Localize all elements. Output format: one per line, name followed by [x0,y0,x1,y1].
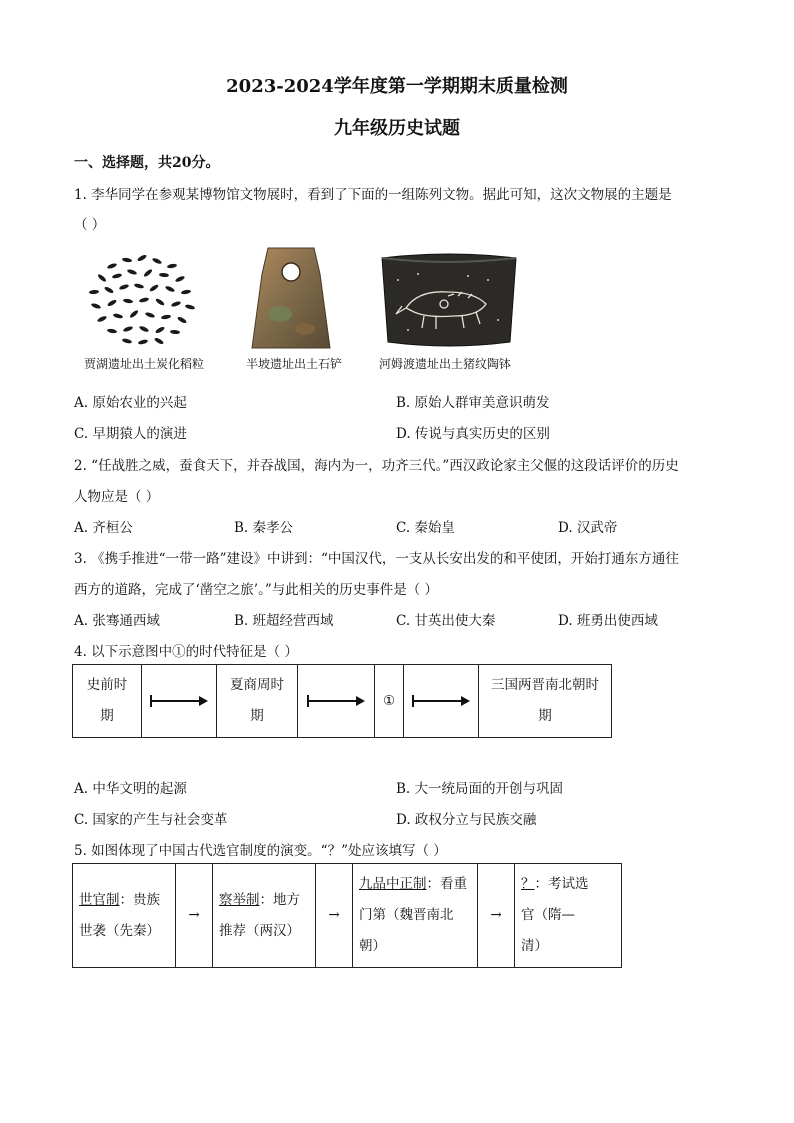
era-box: 三国两晋南北朝时 期 [479,665,612,738]
image-caption: 贾湖遗址出土炭化稻粒 [84,357,205,371]
q3-option-c[interactable]: C. 甘英出使大秦 [396,613,496,629]
arrow-icon: → [316,864,353,968]
q4-option-a[interactable]: A. 中华文明的起源 [74,781,187,797]
q3-option-b[interactable]: B. 班超经营西域 [234,613,334,629]
era-box-unknown: ① [375,665,404,738]
q2-option-c[interactable]: C. 秦始皇 [396,520,455,536]
q2-option-b[interactable]: B. 秦孝公 [234,520,294,536]
exam-title: 2023-2024学年度第一学期期末质量检测 [226,76,568,97]
section-heading: 一、选择题，共20分。 [74,155,220,171]
q1-option-a[interactable]: A. 原始农业的兴起 [74,395,187,411]
q5-stem: 5. 如图体现了中国古代选官制度的演变。“？”处应该填写（ ） [74,843,447,859]
arrow-icon [142,665,217,738]
q3-stem-line2: 西方的道路，完成了‘凿空之旅’。”与此相关的历史事件是（ ） [74,582,439,598]
arrow-icon [404,665,479,738]
image-caption: 河姆渡遗址出土猪纹陶钵 [379,357,512,371]
exam-subtitle: 九年级历史试题 [334,118,460,139]
system-box: 察举制：地方 推荐（两汉） [213,864,316,968]
q4-option-d[interactable]: D. 政权分立与民族交融 [396,812,537,828]
image-caption: 半坡遗址出土石铲 [246,357,343,371]
arrow-icon: → [478,864,515,968]
q1-option-d[interactable]: D. 传说与真实历史的区别 [396,426,550,442]
q4-option-c[interactable]: C. 国家的产生与社会变革 [74,812,228,828]
q3-stem-line1: 3. 《携手推进“一带一路”建设》中讲到：“中国汉代，一支从长安出发的和平使团，开始打通东方通往 [74,551,679,567]
system-box-unknown: ？：考试选 官（隋— 清） [515,864,622,968]
pig-pottery-image [378,250,520,350]
q2-stem-line2: 人物应是（ ） [74,489,160,505]
rice-grains-image [82,246,204,350]
system-box: 九品中正制：看重 门第（魏晋南北 朝） [353,864,478,968]
q4-option-b[interactable]: B. 大一统局面的开创与巩固 [396,781,564,797]
q1-option-b[interactable]: B. 原始人群审美意识萌发 [396,395,550,411]
q3-option-d[interactable]: D. 班勇出使西域 [558,613,658,629]
q4-diagram [72,664,612,738]
q3-option-a[interactable]: A. 张骞通西域 [74,613,160,629]
era-box: 夏商周时 期 [217,665,298,738]
q1-stem-line2: （ ） [74,217,106,233]
q1-option-c[interactable]: C. 早期猿人的演进 [74,426,187,442]
stone-spade-image [250,244,332,352]
q2-stem-line1: 2. “任战胜之威，蚕食天下，并吞战国，海内为一，功齐三代。”西汉政论家主父偃的这段话评价的历史 [74,458,679,474]
arrow-icon [298,665,375,738]
q4-stem: 4. 以下示意图中①的时代特征是（ ） [74,644,298,660]
q2-option-a[interactable]: A. 齐桓公 [74,520,133,536]
q1-stem-line1: 1. 李华同学在参观某博物馆文物展时，看到了下面的一组陈列文物。据此可知，这次文物展的主题是 [74,187,672,203]
arrow-icon: → [176,864,213,968]
era-box: 史前时 期 [73,665,142,738]
q5-diagram [72,863,622,968]
system-box: 世官制：贵族 世袭（先秦） [73,864,176,968]
q2-option-d[interactable]: D. 汉武帝 [558,520,618,536]
